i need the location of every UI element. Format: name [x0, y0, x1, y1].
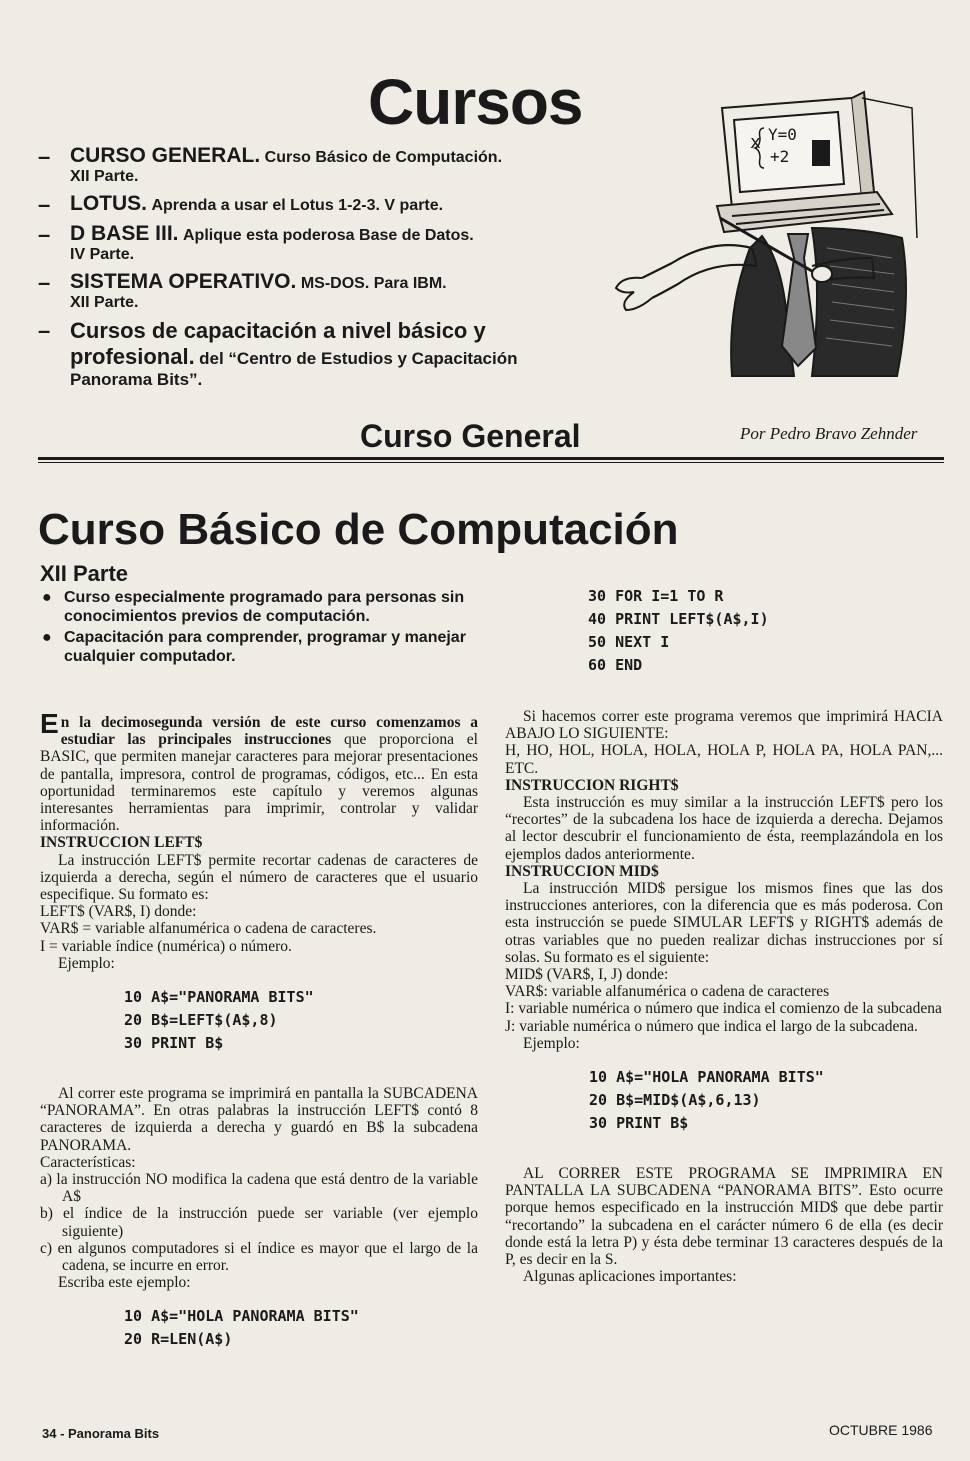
variable-line: I = variable índice (numérica) o número.: [40, 937, 292, 955]
article-title: Curso Básico de Computación: [38, 505, 679, 554]
toc-head: SISTEMA OPERATIVO.: [70, 270, 297, 293]
paragraph: AL CORRER ESTE PROGRAMA SE IMPRIMIRA EN PANTALLA LA SUBCADENA “PANORAMA BITS”. Esto ocurre porque hemos especificado en la instrucción MID$ que debe partir “recortando” la subcadena en el carácter número 6 de ella (es decir donde está la letra P) y ésta debe terminar 13 caracteres después de la P, es decir en la S.: [505, 1165, 943, 1269]
variable-line: VAR$ = variable alfanumérica o cadena de caracteres.: [40, 920, 377, 938]
computer-man-illustration: [612, 88, 952, 378]
heading-right: INSTRUCCION RIGHT$: [505, 776, 679, 794]
code-line: 30 PRINT B$: [589, 1114, 689, 1133]
format-line: LEFT$ (VAR$, I) donde:: [40, 903, 197, 921]
paragraph: Esta instrucción es muy similar a la instrucción LEFT$ pero los “recortes” de la subcadena los hace de izquierda a derecha. Dejamos al lector descubrir el funcionamiento de ésta, reemplazándola en los ejemplos dados anteriormente.: [505, 794, 943, 863]
example-label: Escriba este ejemplo:: [58, 1274, 191, 1292]
toc-sub: Aplique esta poderosa Base de Datos.: [182, 227, 474, 244]
toc-head: LOTUS.: [70, 192, 147, 215]
page-number-footer: 34 - Panorama Bits: [42, 1426, 160, 1441]
code-listing-left-1: [124, 986, 478, 1055]
toc-dash: –: [38, 144, 51, 169]
bullet-item: [40, 628, 490, 666]
code-line: 50 NEXT I: [588, 633, 670, 651]
code-line: 10 A$="PANORAMA BITS": [124, 988, 314, 1007]
variable-line: J: variable numérica o número que indica el largo de la subcadena.: [505, 1017, 918, 1035]
right-column: [505, 708, 943, 1285]
article-bullets: [40, 588, 490, 668]
intro-bold: n la decimosegunda versión de este curso comenzamos a estudiar las principales instrucciones: [60, 714, 478, 749]
code-line: 30 FOR I=1 TO R: [588, 587, 724, 605]
code-listing-left-2: [124, 1305, 478, 1351]
toc-sub: del “Centro de Estudios y Capacitación Panorama Bits”.: [70, 349, 518, 389]
toc-dash: –: [38, 318, 51, 343]
toc-item-curso-general: [38, 144, 598, 186]
paragraph: Algunas aplicaciones importantes:: [523, 1268, 737, 1286]
characteristic-item: a) la instrucción NO modifica la cadena que está dentro de la variable A$: [40, 1171, 478, 1206]
toc-dash: –: [38, 192, 51, 217]
divider-thin: [38, 462, 944, 463]
toc-dash: –: [38, 222, 51, 247]
toc-line2: XII Parte.: [70, 168, 139, 185]
bullet-dot-icon: ●: [42, 589, 52, 606]
characteristics-label: Características:: [40, 1153, 136, 1171]
bullet-text: Capacitación para comprender, programar y manejar cualquier computador.: [64, 629, 466, 665]
article-part: XII Parte: [40, 561, 129, 586]
paragraph: La instrucción MID$ persigue los mismos fines que las dos instrucciones anteriores, con la diferencia que es más poderosa. Con esta instrucción se puede SIMULAR LEFT$ y RIGHT$ además de otras variables que no pueden realizar dichas instrucciones por sí solas. Su formato es el siguiente:: [505, 880, 943, 966]
intro-paragraph: [40, 708, 478, 835]
output-line: H, HO, HOL, HOLA, HOLA, HOLA P, HOLA PA, HOLA PAN,... ETC.: [505, 742, 943, 777]
variable-line: VAR$: variable alfanumérica o cadena de caracteres: [505, 983, 830, 1001]
toc-item-sistema-operativo: [38, 270, 598, 312]
toc-head: D BASE III.: [70, 222, 179, 245]
divider-thick: [38, 457, 944, 460]
heading-right: INSTRUCCION MID$: [505, 862, 659, 880]
cursos-title: Cursos: [368, 66, 583, 138]
variable-line: I: variable numérica o número que indica el comienzo de la subcadena: [505, 1000, 942, 1018]
section-title: Curso General: [360, 418, 581, 454]
code-line: 20 R=LEN(A$): [124, 1330, 233, 1349]
characteristic-item: c) en algunos computadores si el índice es mayor que el largo de la cadena, se incurre en error.: [40, 1239, 478, 1275]
code-listing-top: [588, 585, 769, 677]
code-line: 20 B$=MID$(A$,6,13): [589, 1091, 761, 1110]
author-byline: Por Pedro Bravo Zehnder: [740, 424, 918, 443]
toc-item-lotus: [38, 192, 598, 216]
code-line: 10 A$="HOLA PANORAMA BITS": [124, 1307, 359, 1326]
heading-left: INSTRUCCION LEFT$: [40, 834, 203, 852]
paragraph: La instrucción LEFT$ permite recortar cadenas de caracteres de izquierda a derecha, según el número de caracteres que el usuario especifique. Su formato es:: [40, 851, 478, 904]
code-line: 60 END: [588, 656, 643, 674]
code-line: 40 PRINT LEFT$(A$,I): [588, 610, 769, 628]
toc-sub: MS-DOS. Para IBM.: [300, 275, 447, 292]
paragraph: Si hacemos correr este programa veremos que imprimirá HACIA ABAJO LO SIGUIENTE:: [505, 708, 943, 743]
bullet-dot-icon: ●: [42, 629, 52, 646]
toc-dash: –: [38, 270, 51, 295]
characteristic-item: b) el índice de la instrucción puede ser variable (ver ejemplo siguiente): [40, 1205, 478, 1240]
toc-line2: IV Parte.: [70, 246, 135, 263]
code-line: 30 PRINT B$: [124, 1034, 224, 1053]
format-line: MID$ (VAR$, I, J) donde:: [505, 966, 669, 984]
example-label: Ejemplo:: [523, 1034, 580, 1052]
illus-text-line1: Y=0: [768, 125, 797, 144]
illus-text-line2: +2: [770, 147, 790, 166]
toc-head: Cursos de capacitación a nivel básico y profesional.: [70, 318, 486, 369]
issue-date-footer: OCTUBRE 1986: [829, 1422, 933, 1438]
toc-sub: Curso Básico de Computación.: [264, 149, 503, 166]
toc-item-dbase: [38, 222, 598, 264]
bullet-item: [40, 588, 490, 626]
example-label: Ejemplo:: [58, 954, 115, 972]
toc-item-capacitacion: [38, 318, 598, 390]
toc-head: CURSO GENERAL.: [70, 144, 261, 167]
toc-sub: Aprenda a usar el Lotus 1-2-3. V parte.: [151, 197, 444, 214]
drop-cap: E: [40, 708, 59, 739]
paragraph: Al correr este programa se imprimirá en pantalla la SUBCADENA “PANORAMA”. En otras palabras la instrucción LEFT$ contó 8 caracteres de izquierda a derecha y guardó en B$ la subcadena PANORAMA.: [40, 1085, 478, 1154]
toc-line2: XII Parte.: [70, 294, 139, 311]
illus-text-x: x: [750, 132, 761, 153]
courses-toc: [38, 144, 598, 396]
left-column: [40, 708, 478, 1369]
bullet-text: Curso especialmente programado para personas sin conocimientos previos de computación.: [64, 589, 465, 625]
intro-rest: que proporciona el BASIC, que permiten manejar caracteres para mejorar presentaciones de pantalla, impresora, control de programas, códigos, etc... En esta oportunidad terminaremos este capítulo y veremos algunas interesantes herramientas para imprimir, controlar y validar información.: [40, 731, 478, 835]
code-line: 20 B$=LEFT$(A$,8): [124, 1011, 278, 1030]
code-line: 10 A$="HOLA PANORAMA BITS": [589, 1068, 824, 1087]
code-listing-right: [589, 1066, 943, 1135]
